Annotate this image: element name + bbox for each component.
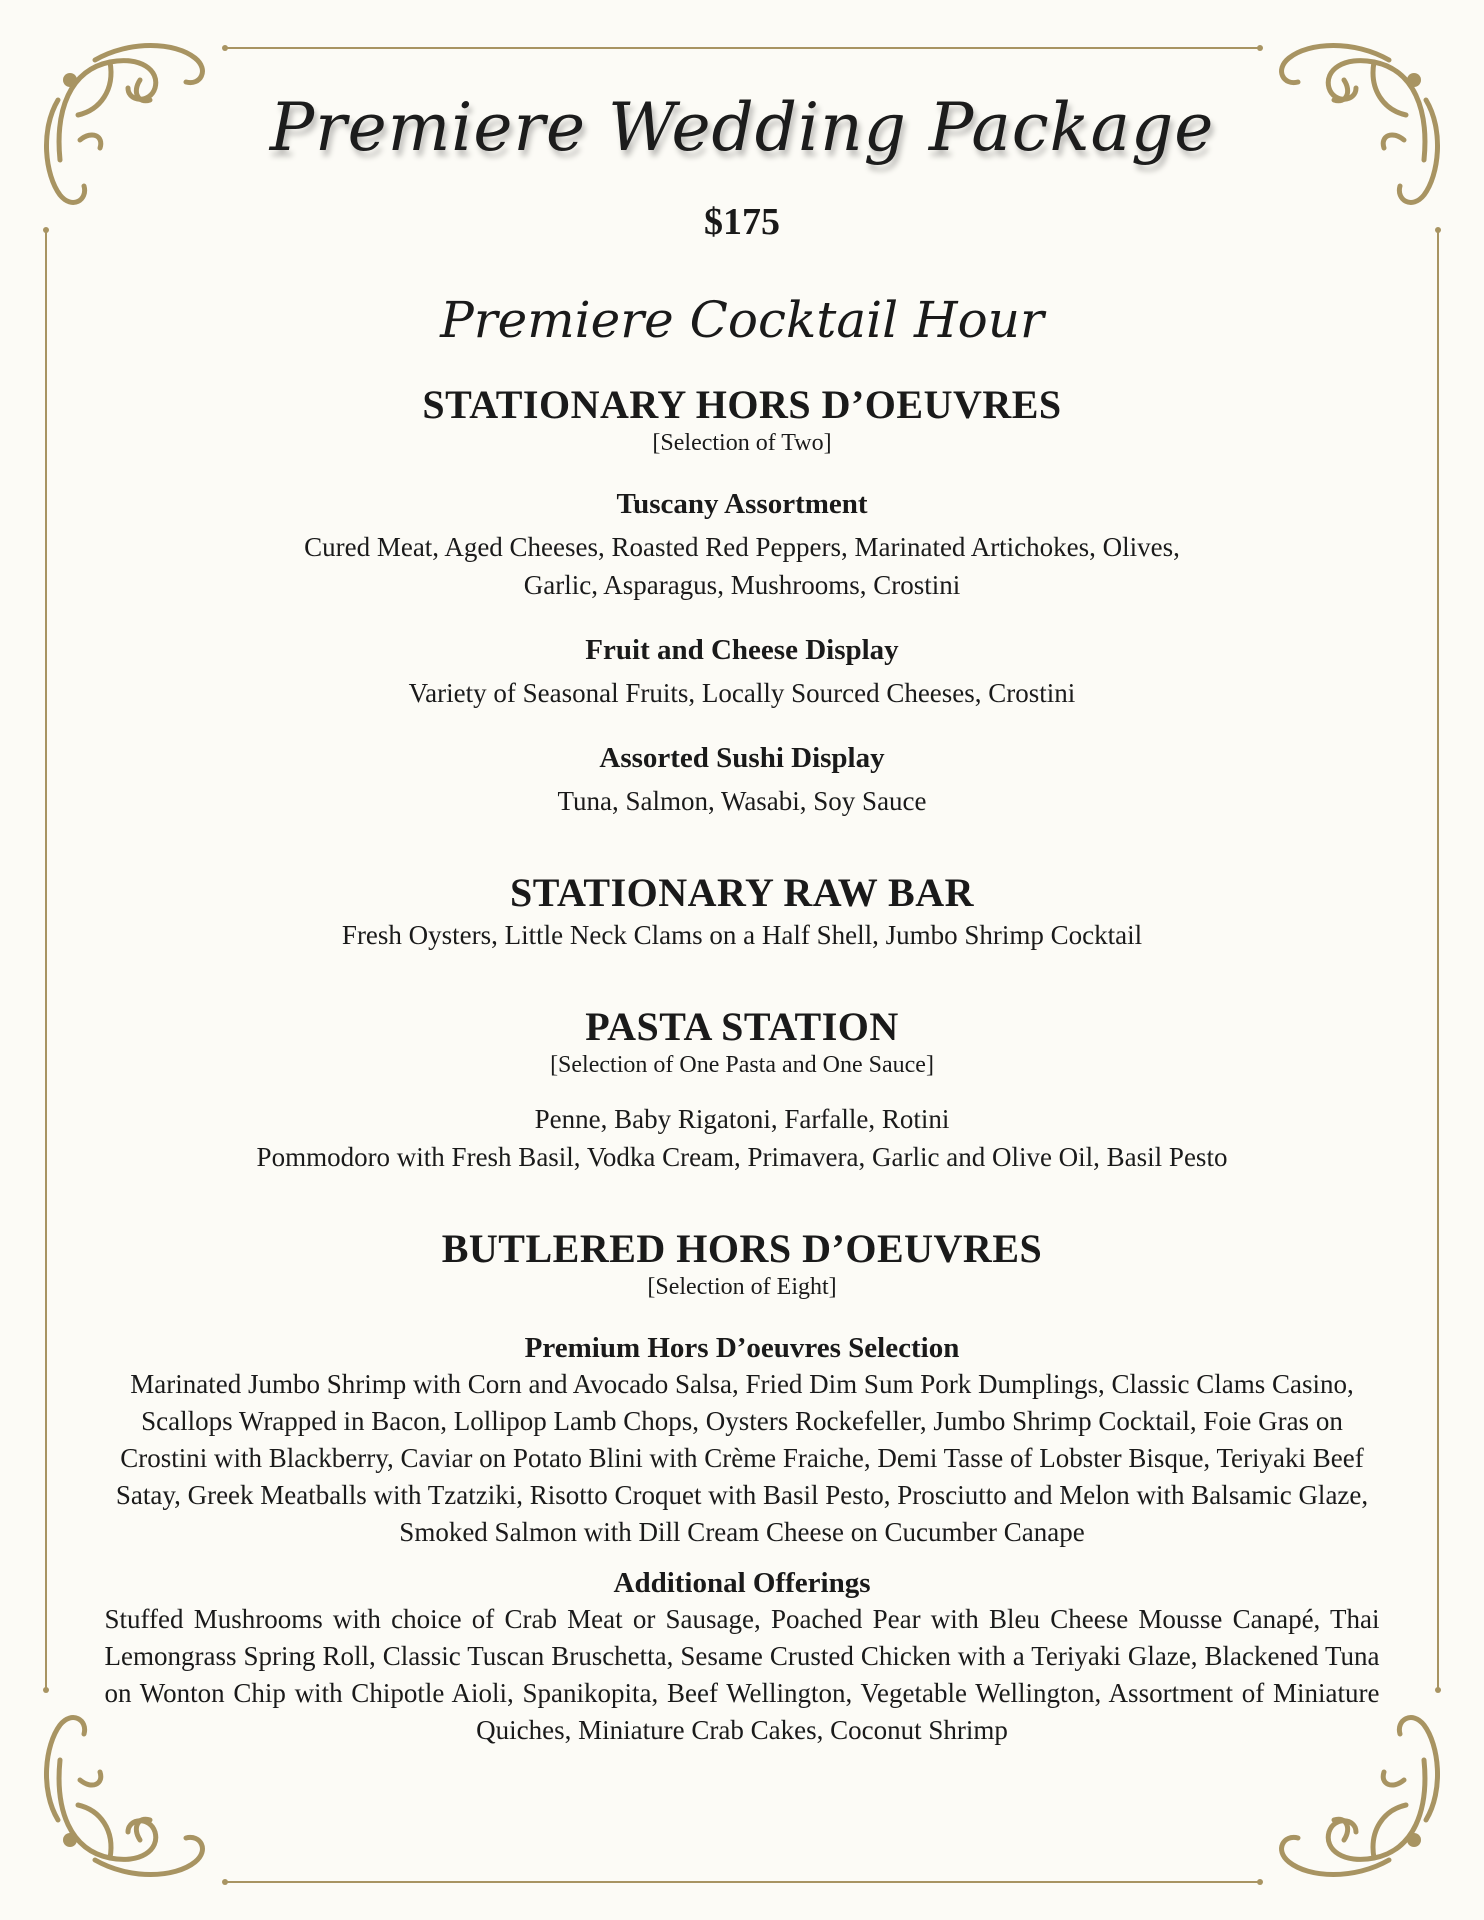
item-title-sushi: Assorted Sushi Display xyxy=(599,742,885,774)
section-title-butlered: BUTLERED HORS D’OEUVRES xyxy=(441,1226,1043,1271)
section-note-pasta: [Selection of One Pasta and One Sauce] xyxy=(550,1052,934,1078)
section-title-stationary-hors: STATIONARY HORS D’OEUVRES xyxy=(422,382,1062,427)
section-note-stationary-hors: [Selection of Two] xyxy=(652,430,832,456)
raw-bar-items: Fresh Oysters, Little Neck Clams on a Half Shell, Jumbo Shrimp Cocktail xyxy=(341,920,1143,950)
item-line-fruit-cheese: Variety of Seasonal Fruits, Locally Sourced Cheeses, Crostini xyxy=(408,678,1076,708)
menu-content xyxy=(100,382,1384,1749)
item-line-tuscany-2: Garlic, Asparagus, Mushrooms, Crostini xyxy=(523,570,961,600)
pasta-options: Penne, Baby Rigatoni, Farfalle, Rotini xyxy=(534,1104,950,1134)
item-title-premium: Premium Hors D’oeuvres Selection xyxy=(524,1332,960,1364)
section-title-pasta: PASTA STATION xyxy=(585,1004,899,1049)
premium-hors-list: Marinated Jumbo Shrimp with Corn and Avocado Salsa, Fried Dim Sum Pork Dumplings, Classic Clams Casino, Scallops Wrapped in Bacon, Lollipop Lamb Chops, Oysters Rockefeller, Jumbo Shrimp Cocktail, Foie Gras on Crostini with Blackberry, Caviar on Potato Blini with Crème Fraiche, Demi Tasse of Lobster Bisque, Teriyaki Beef Satay, Greek Meatballs with Tzatziki, Risotto Croquet with Basil Pesto, Prosciutto and Melon with Balsamic Glaze, Smoked Salmon with Dill Cream Cheese on Cucumber Canape xyxy=(115,1369,1369,1547)
sauce-options: Pommodoro with Fresh Basil, Vodka Cream, Primavera, Garlic and Olive Oil, Basil Pesto xyxy=(256,1142,1228,1172)
item-title-fruit-cheese: Fruit and Cheese Display xyxy=(585,634,899,666)
item-line-tuscany-1: Cured Meat, Aged Cheeses, Roasted Red Peppers, Marinated Artichokes, Olives, xyxy=(304,532,1180,562)
package-price: $175 xyxy=(704,201,780,243)
additional-offerings-list: Stuffed Mushrooms with choice of Crab Meat or Sausage, Poached Pear with Bleu Cheese Mousse Canapé, Thai Lemongrass Spring Roll, Classic Tuscan Bruschetta, Sesame Crusted Chicken with a Teriyaki Glaze, Blackened Tuna on Wonton Chip with Chipotle Aioli, Spanikopita, Beef Wellington, Vegetable Wellington, Assortment of Miniature Quiches, Miniature Crab Cakes, Coconut Shrimp xyxy=(104,1604,1380,1745)
section-note-butlered: [Selection of Eight] xyxy=(647,1274,837,1300)
cocktail-hour-title: Premiere Cocktail Hour xyxy=(440,291,1044,349)
item-title-tuscany: Tuscany Assortment xyxy=(616,488,868,520)
package-title: Premiere Wedding Package xyxy=(269,89,1215,166)
item-line-sushi: Tuna, Salmon, Wasabi, Soy Sauce xyxy=(557,786,927,816)
section-title-raw-bar: STATIONARY RAW BAR xyxy=(510,870,974,915)
item-title-additional: Additional Offerings xyxy=(613,1567,871,1599)
